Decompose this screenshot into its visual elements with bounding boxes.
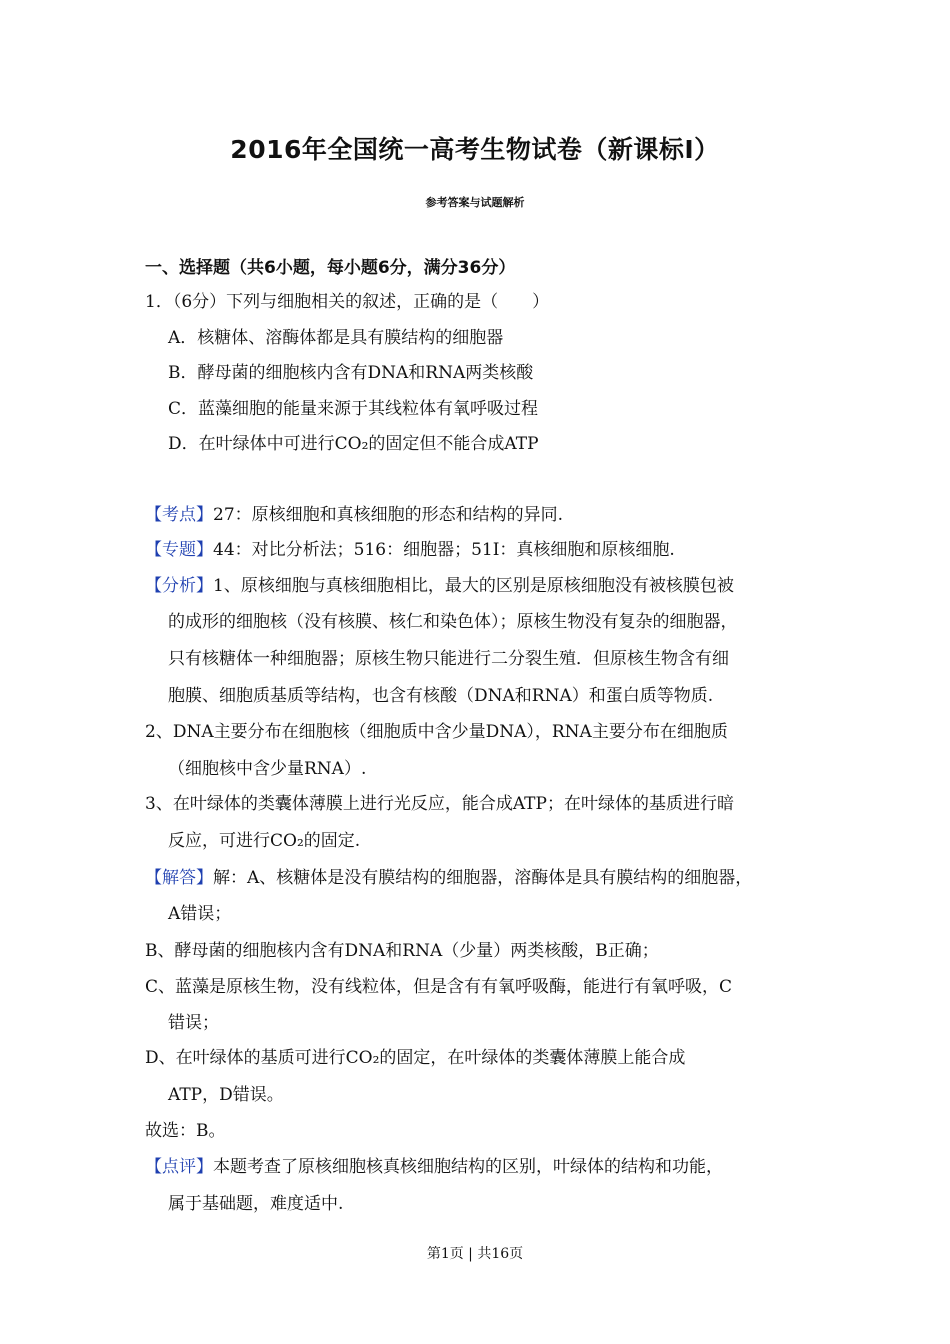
jieda-line-6: D、在叶绿体的基质可进行CO₂的固定，在叶绿体的类囊体薄膜上能合成: [145, 1048, 686, 1068]
jieda-line-3: B、酵母菌的细胞核内含有DNA和RNA（少量）两类核酸，B正确；: [145, 941, 659, 961]
jieda-line-8: 故选：B。: [145, 1121, 226, 1141]
kaodian-row: [145, 503, 563, 527]
section-heading: 一、选择题（共6小题，每小题6分，满分36分）: [145, 258, 516, 278]
fenxi-line-5: 2、DNA主要分布在细胞核（细胞质中含少量DNA），RNA主要分布在细胞质: [145, 722, 728, 742]
jieda-line-2: A错误；: [168, 904, 232, 924]
jieda-line-1: 解：A、核糖体是没有膜结构的细胞器，溶酶体是具有膜结构的细胞器，: [213, 868, 753, 888]
option-a: A．核糖体、溶酶体都是具有膜结构的细胞器: [168, 328, 504, 348]
jieda-line-4: C、蓝藻是原核生物，没有线粒体，但是含有有氧呼吸酶，能进行有氧呼吸，C: [145, 977, 733, 997]
option-b: B．酵母菌的细胞核内含有DNA和RNA两类核酸: [168, 363, 534, 383]
dianping-tag: 【点评】: [145, 1157, 213, 1177]
dianping-line-1: 本题考查了原核细胞核真核细胞结构的区别，叶绿体的结构和功能，: [213, 1157, 723, 1177]
kaodian-tag: 【考点】: [145, 505, 213, 525]
page-subtitle: 参考答案与试题解析: [425, 196, 525, 209]
kaodian-text: 27：原核细胞和真核细胞的形态和结构的异同.: [213, 505, 564, 525]
zhuanti-tag: 【专题】: [145, 540, 213, 560]
fenxi-row: [145, 574, 734, 598]
fenxi-line-7: 3、在叶绿体的类囊体薄膜上进行光反应，能合成ATP；在叶绿体的基质进行暗: [145, 794, 734, 814]
option-c: C．蓝藻细胞的能量来源于其线粒体有氧呼吸过程: [168, 399, 539, 419]
option-d: D．在叶绿体中可进行CO₂的固定但不能合成ATP: [168, 434, 539, 454]
question-stem: 1．（6分）下列与细胞相关的叙述，正确的是（ ）: [145, 292, 550, 312]
fenxi-line-3: 只有核糖体一种细胞器；原核生物只能进行二分裂生殖．但原核生物含有细: [168, 649, 729, 669]
fenxi-tag: 【分析】: [145, 576, 213, 596]
jieda-row: [145, 866, 752, 890]
fenxi-line-8: 反应，可进行CO₂的固定.: [168, 831, 361, 851]
fenxi-line-1: 1、原核细胞与真核细胞相比，最大的区别是原核细胞没有被核膜包被: [213, 576, 734, 596]
fenxi-line-4: 胞膜、细胞质基质等结构，也含有核酸（DNA和RNA）和蛋白质等物质.: [168, 686, 714, 706]
page-footer: 第1页 | 共16页: [426, 1246, 524, 1262]
jieda-line-5: 错误；: [168, 1013, 219, 1033]
jieda-tag: 【解答】: [145, 868, 213, 888]
dianping-line-2: 属于基础题，难度适中.: [168, 1194, 344, 1214]
fenxi-line-6: （细胞核中含少量RNA）.: [168, 759, 367, 779]
zhuanti-row: [145, 538, 675, 562]
page-title: 2016年全国统一高考生物试卷（新课标Ⅰ）: [230, 135, 720, 164]
zhuanti-text: 44：对比分析法；516：细胞器；51I：真核细胞和原核细胞.: [213, 540, 675, 560]
dianping-row: [145, 1155, 723, 1179]
jieda-line-7: ATP，D错误。: [168, 1085, 284, 1105]
fenxi-line-2: 的成形的细胞核（没有核膜、核仁和染色体）；原核生物没有复杂的细胞器，: [168, 612, 738, 632]
